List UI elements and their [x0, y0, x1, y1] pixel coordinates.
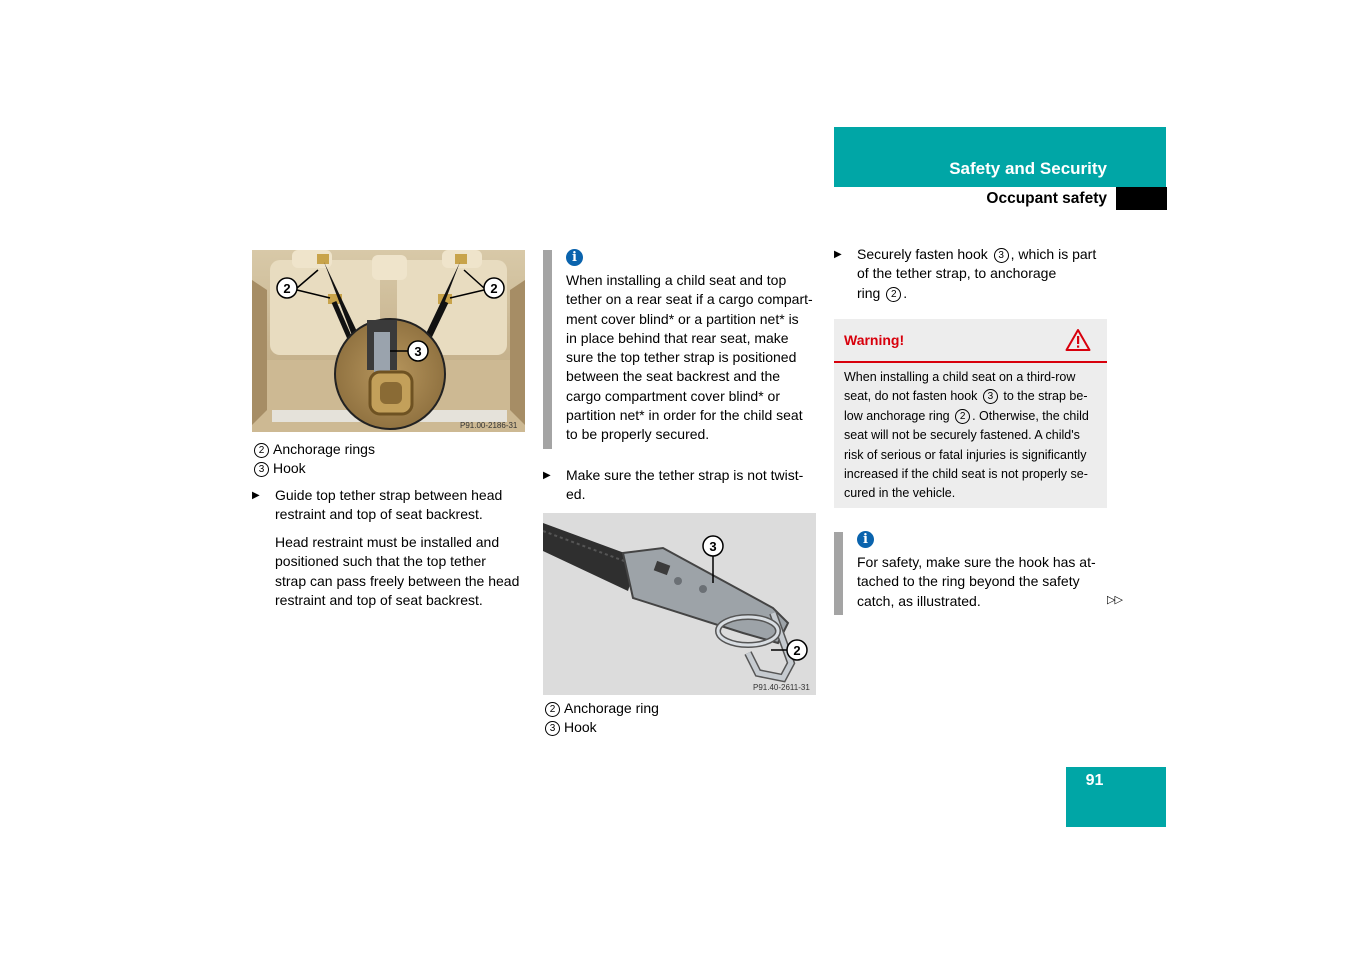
info-icon: i: [566, 249, 583, 266]
warning-text: When installing a child seat on a third-row seat, do not fasten hook 3 to the strap be- low anchorage ring 2 . Otherwise, the child seat will not be securely fastened. A child's risk of serious or fatal injuries is significantly increased if the child seat is not properly se- cured in the vehicle.: [844, 370, 1089, 501]
legend-item: 3 Hook: [545, 718, 817, 737]
note-head-restraint: Head restraint must be installed and positioned such that the top tether strap can pass freely between the head restraint and top of seat backrest.: [275, 534, 520, 608]
warning-box: [834, 319, 1107, 508]
figure1-code: P91.00-2186-31: [460, 421, 518, 430]
legend2: [545, 699, 817, 738]
step-guide-tether: ▶ Guide top tether strap between head restraint and top of seat backrest.: [252, 487, 503, 523]
info-box-cargo-cover: i When installing a child seat and top tether on a rear seat if a cargo compart- ment cover blind* or a partition net* is in place behind that rear seat, make sure the top tether strap is positioned between the seat backrest and the cargo compartment cover blind* or partition net* in order for the child seat to be properly secured.: [566, 250, 813, 443]
section-title: Safety and Security: [949, 159, 1107, 178]
legend-item: 3 Hook: [254, 459, 526, 478]
step-not-twisted: ▶ Make sure the tether strap is not twist- ed.: [543, 467, 804, 503]
figure-cargo-anchorage: [252, 250, 525, 432]
svg-text:2: 2: [793, 643, 801, 658]
svg-text:2: 2: [283, 281, 291, 296]
step-fasten-hook: ▶ Securely fasten hook 3 , which is part of the tether strap, to anchorage ring 2 .: [834, 246, 1097, 301]
info-box-hook-safety: i For safety, make sure the hook has at- tached to the ring beyond the safety catch, as illustrated.: [857, 532, 1096, 609]
warning-title: Warning!: [844, 332, 905, 348]
info-icon: i: [857, 531, 874, 548]
info-bar: [543, 250, 552, 449]
bullet-icon: ▶: [834, 249, 842, 260]
hook-illustration: [543, 513, 816, 695]
legend1: [254, 440, 526, 479]
bullet-icon: ▶: [252, 490, 260, 501]
svg-text:3: 3: [709, 539, 717, 554]
svg-text:3: 3: [414, 344, 422, 359]
bullet-icon: ▶: [543, 470, 551, 481]
page-number: 91: [1085, 772, 1104, 789]
figure2-code: P91.40-2611-31: [753, 683, 810, 692]
legend-item: 2 Anchorage ring: [545, 699, 817, 718]
legend-item: 2 Anchorage rings: [254, 440, 526, 459]
continue-marker-icon: ▷▷: [1107, 594, 1122, 606]
warning-triangle-icon: [1065, 328, 1091, 352]
svg-text:2: 2: [490, 281, 498, 296]
cargo-illustration: [252, 250, 525, 432]
header-tab-marker: [1116, 187, 1167, 210]
info-bar: [834, 532, 843, 615]
subsection-title: Occupant safety: [986, 190, 1107, 207]
figure-hook-ring: [543, 513, 816, 695]
